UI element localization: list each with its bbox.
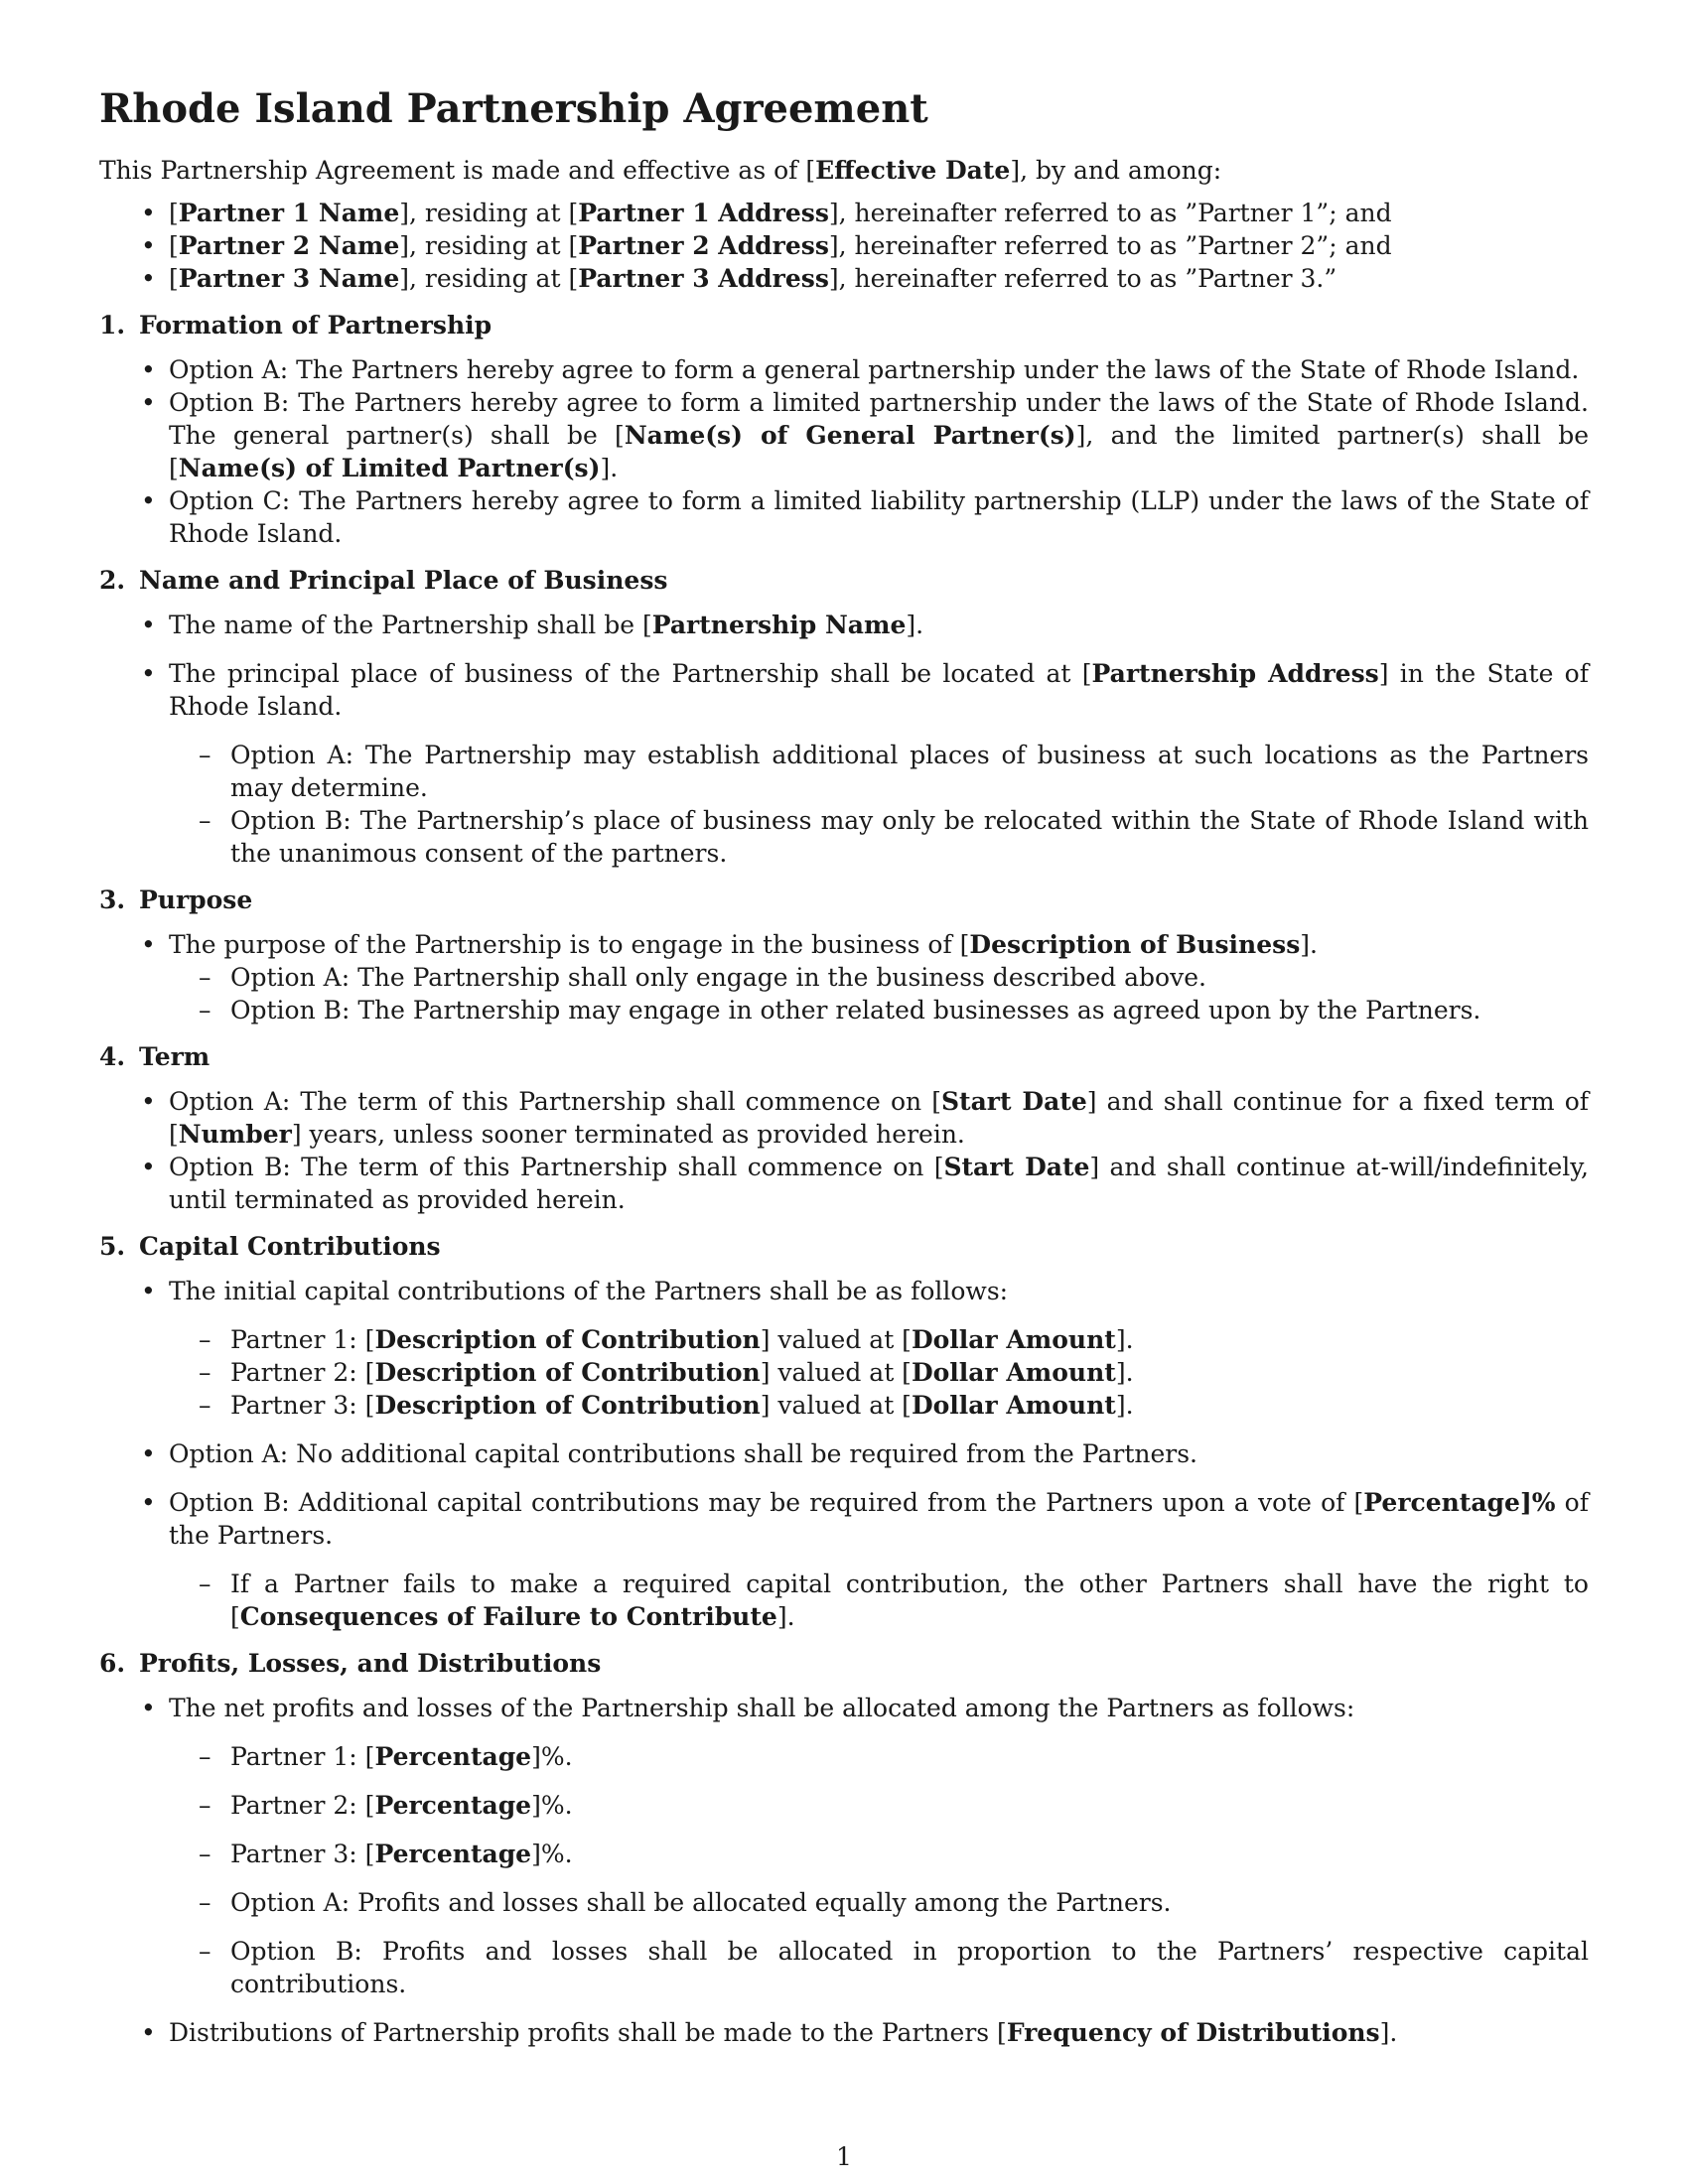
contribution-description-placeholder: Description of Contribution xyxy=(374,1358,761,1387)
list-item: • Option C: The Partners hereby agree to form a limited liability partnership (LLP) under the laws of the State of Rhode Island. xyxy=(99,484,1589,550)
list-item: • Distributions of Partnership profits shall be made to the Partners [Frequency of Distributions]. xyxy=(99,2016,1589,2049)
list-item: • The name of the Partnership shall be [Partnership Name]. xyxy=(99,609,1589,641)
section-formation xyxy=(99,309,1589,550)
section-name-place xyxy=(99,564,1589,870)
general-partner-placeholder: Name(s) of General Partner(s) xyxy=(624,421,1076,450)
section-heading: 4. Term xyxy=(99,1042,211,1071)
section-heading: 6. Profits, Losses, and Distributions xyxy=(99,1649,602,1678)
partner-address-placeholder: Partner 1 Address xyxy=(578,199,829,227)
contribution-item: – Partner 3: [Description of Contribution] valued at [Dollar Amount]. xyxy=(169,1389,1589,1422)
section-list xyxy=(99,928,1589,1026)
intro-paragraph xyxy=(99,154,1589,187)
sub-list xyxy=(169,961,1589,1026)
percentage-placeholder: Percentage xyxy=(1363,1488,1520,1517)
allocation-item: – Option A: Profits and losses shall be allocated equally among the Partners. xyxy=(169,1886,1589,1919)
percentage-placeholder: Percentage xyxy=(374,1840,532,1868)
list-item: • The net profits and losses of the Partnership shall be allocated among the Partners as follows: – Partner 1: [Percentage]%. – Partner 2: [Percentage]%. – Partner 3: [Percentage]%. – Option A: Profits and losses shall be allocated equally among the Partners. – Option B: Profits and losses shall be allocated in proportion to the Partners’ respective capital contributions. xyxy=(99,1692,1589,2000)
section-list xyxy=(99,1085,1589,1216)
contribution-item: – Partner 2: [Description of Contribution] valued at [Dollar Amount]. xyxy=(169,1356,1589,1389)
allocation-item: – Partner 2: [Percentage]%. xyxy=(169,1789,1589,1822)
section-list xyxy=(99,609,1589,870)
partner-name-placeholder: Partner 1 Name xyxy=(178,199,400,227)
document-title: Rhode Island Partnership Agreement xyxy=(99,85,928,132)
percentage-placeholder: Percentage xyxy=(374,1791,532,1820)
list-item: • Option B: The term of this Partnership shall commence on [Start Date] and shall continue at-will/indefinitely, until terminated as provided herein. xyxy=(99,1151,1589,1216)
partner-item: • [Partner 1 Name], residing at [Partner 1 Address], hereinafter referred to as ”Partner 1”; and xyxy=(99,197,1589,229)
list-item: • The principal place of business of the Partnership shall be located at [Partnership Address] in the State of Rhode Island. – Option A: The Partnership may establish additional places of business at such locations as the Partners may determine. – Option B: The Partnership’s place of business may only be relocated within the State of Rhode Island with the unanimous consent of the partners. xyxy=(99,657,1589,870)
contribution-description-placeholder: Description of Contribution xyxy=(374,1325,761,1354)
contribution-item: – Partner 1: [Description of Contribution] valued at [Dollar Amount]. xyxy=(169,1323,1589,1356)
percentage-placeholder: Percentage xyxy=(374,1742,532,1771)
sub-list-item: – If a Partner fails to make a required capital contribution, the other Partners shall have the right to [Consequences of Failure to Contribute]. xyxy=(169,1568,1589,1633)
allocation-item: – Partner 1: [Percentage]%. xyxy=(169,1740,1589,1773)
partner-item: • [Partner 2 Name], residing at [Partner 2 Address], hereinafter referred to as ”Partner 2”; and xyxy=(99,229,1589,262)
business-description-placeholder: Description of Business xyxy=(969,930,1301,959)
allocation-list xyxy=(169,1740,1589,2000)
list-item: • The purpose of the Partnership is to engage in the business of [Description of Business]. – Option A: The Partnership shall only engage in the business described above. – Option B: The Partnership may engage in other related businesses as agreed upon by the Partners. xyxy=(99,928,1589,1026)
sub-list xyxy=(169,739,1589,870)
contribution-list xyxy=(169,1323,1589,1422)
section-heading: 2. Name and Principal Place of Business xyxy=(99,566,668,595)
distribution-frequency-placeholder: Frequency of Distributions xyxy=(1006,2018,1380,2047)
list-item: • Option B: The Partners hereby agree to form a limited partnership under the laws of the State of Rhode Island. The general partner(s) shall be [Name(s) of General Partner(s)], and the limited partner(s) shall be [Name(s) of Limited Partner(s)]. xyxy=(99,386,1589,484)
sub-list-item: – Option A: The Partnership may establish additional places of business at such locations as the Partners may determine. xyxy=(169,739,1589,804)
page-number: 1 xyxy=(836,2142,852,2171)
start-date-placeholder: Start Date xyxy=(943,1153,1090,1181)
sub-list-item: – Option A: The Partnership shall only engage in the business described above. xyxy=(169,961,1589,994)
partnership-address-placeholder: Partnership Address xyxy=(1091,659,1379,688)
section-profits xyxy=(99,1647,1589,2049)
partnership-name-placeholder: Partnership Name xyxy=(651,611,907,639)
contribution-description-placeholder: Description of Contribution xyxy=(374,1391,761,1420)
section-heading: 1. Formation of Partnership xyxy=(99,311,492,340)
section-capital xyxy=(99,1230,1589,1633)
limited-partner-placeholder: Name(s) of Limited Partner(s) xyxy=(178,454,601,482)
failure-consequences-placeholder: Consequences of Failure to Contribute xyxy=(239,1602,777,1631)
partner-address-placeholder: Partner 2 Address xyxy=(578,231,829,260)
section-list xyxy=(99,353,1589,550)
list-item: • The initial capital contributions of the Partners shall be as follows: – Partner 1: [Description of Contribution] valued at [Dollar Amount]. – Partner 2: [Description of Contribution] valued at [Dollar Amount]. – Partner 3: [Description of Contribution] valued at [Dollar Amount]. xyxy=(99,1275,1589,1422)
sub-list xyxy=(169,1568,1589,1633)
number-placeholder: Number xyxy=(178,1120,292,1149)
section-heading: 5. Capital Contributions xyxy=(99,1232,441,1261)
dollar-amount-placeholder: Dollar Amount xyxy=(911,1325,1116,1354)
section-heading: 3. Purpose xyxy=(99,886,253,914)
list-item: • Option A: The Partners hereby agree to form a general partnership under the laws of the State of Rhode Island. xyxy=(99,353,1589,386)
start-date-placeholder: Start Date xyxy=(941,1087,1087,1116)
intro-text-end: ], by and among: xyxy=(1010,156,1222,185)
partner-address-placeholder: Partner 3 Address xyxy=(578,264,829,293)
list-item: • Option A: No additional capital contributions shall be required from the Partners. xyxy=(99,1437,1589,1470)
section-list xyxy=(99,1692,1589,2049)
section-list xyxy=(99,1275,1589,1633)
list-item: • Option B: Additional capital contributions may be required from the Partners upon a vote of [Percentage]% of the Partners. – If a Partner fails to make a required capital contribution, the other Partners shall have the right to [Consequences of Failure to Contribute]. xyxy=(99,1486,1589,1633)
allocation-item: – Option B: Profits and losses shall be allocated in proportion to the Partners’ respective capital contributions. xyxy=(169,1935,1589,2000)
section-term xyxy=(99,1040,1589,1216)
allocation-item: – Partner 3: [Percentage]%. xyxy=(169,1838,1589,1870)
sub-list-item: – Option B: The Partnership’s place of business may only be relocated within the State of Rhode Island with the unanimous consent of the partners. xyxy=(169,804,1589,870)
document-page xyxy=(99,84,1589,2049)
dollar-amount-placeholder: Dollar Amount xyxy=(911,1391,1116,1420)
effective-date-placeholder: Effective Date xyxy=(815,156,1011,185)
list-item: • Option A: The term of this Partnership shall commence on [Start Date] and shall continue for a fixed term of [Number] years, unless sooner terminated as provided herein. xyxy=(99,1085,1589,1151)
partner-name-placeholder: Partner 2 Name xyxy=(178,231,400,260)
dollar-amount-placeholder: Dollar Amount xyxy=(911,1358,1116,1387)
partner-item: • [Partner 3 Name], residing at [Partner 3 Address], hereinafter referred to as ”Partner 3.” xyxy=(99,262,1589,295)
section-purpose xyxy=(99,884,1589,1026)
partner-name-placeholder: Partner 3 Name xyxy=(178,264,400,293)
intro-text: This Partnership Agreement is made and effective as of [ xyxy=(99,156,816,185)
partner-list xyxy=(99,197,1589,295)
sub-list-item: – Option B: The Partnership may engage in other related businesses as agreed upon by the Partners. xyxy=(169,994,1589,1026)
